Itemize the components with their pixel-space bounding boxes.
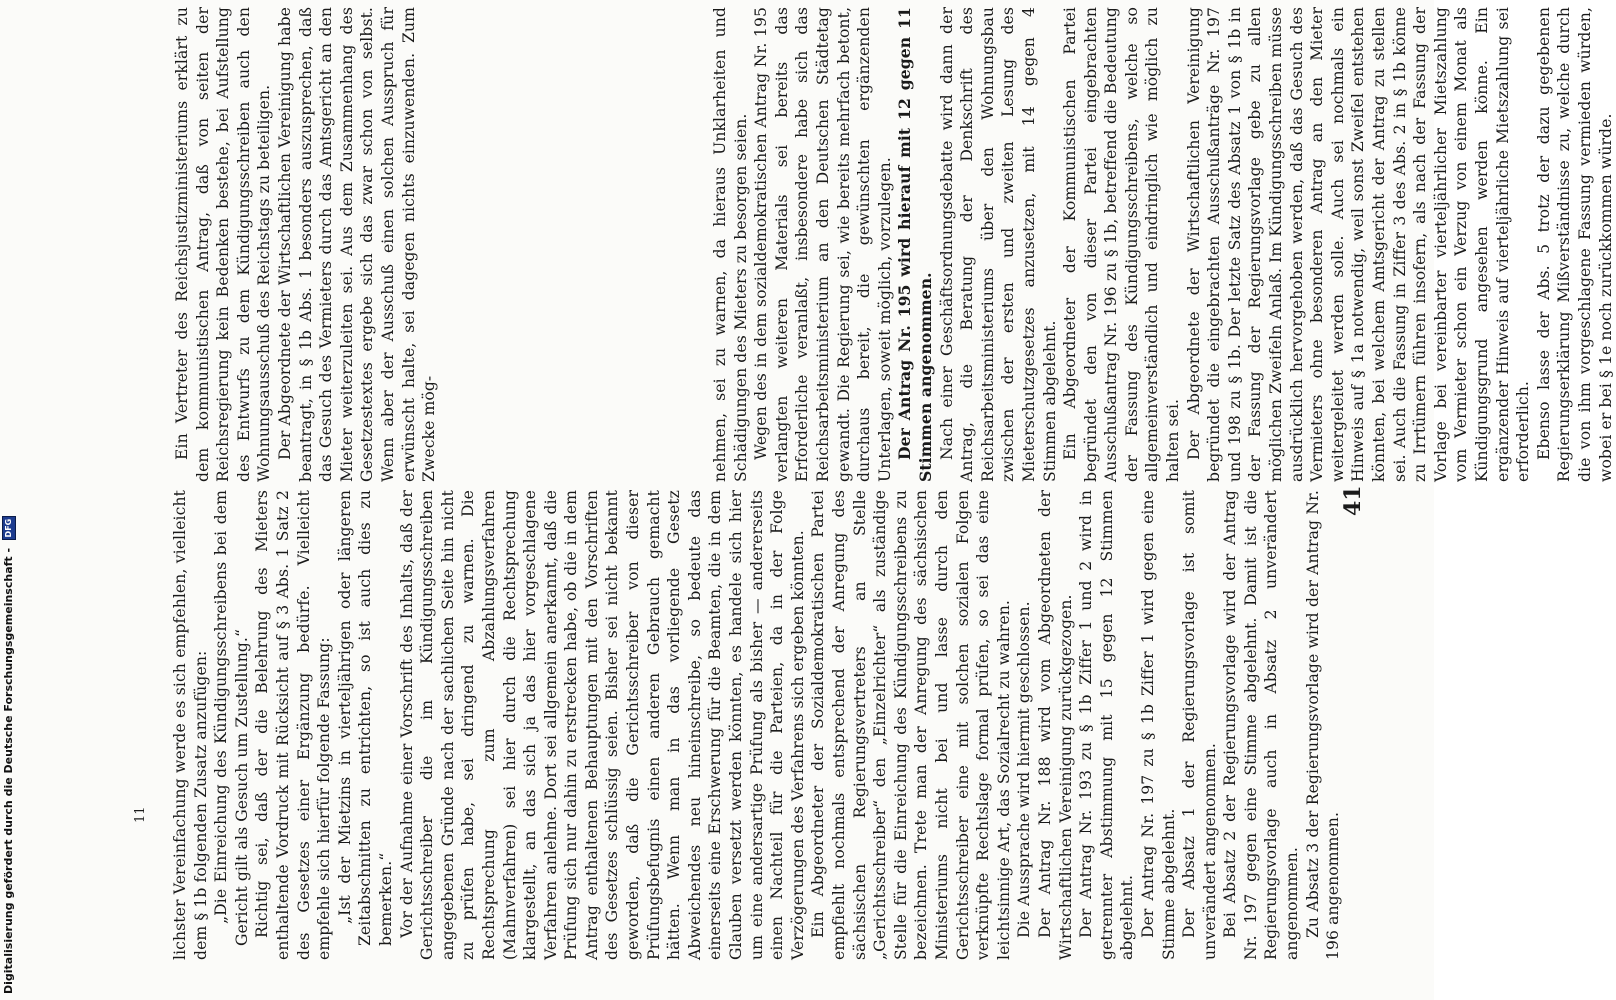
paragraph: Der Antrag Nr. 188 wird vom Abgeordneten der Wirtschaftlichen Vereinigung zurückgezogen. bbox=[1035, 490, 1075, 960]
paragraph: Der Antrag Nr. 193 zu § 1b Ziffer 1 und 2 wird in getrennter Abstimmung mit 15 gegen 12 Stimmen abgelehnt. bbox=[1077, 490, 1137, 960]
quote: „Die Einreichung des Kündigungsschreibens bei dem Gericht gilt als Gesuch um Zustellung.“ bbox=[212, 490, 251, 946]
paragraph: Ein Abgeordneter der Kommunistischen Partei begründet den von dieser Partei eingebrachten Ausschußantrag Nr. 196 zu § 1b, betreffend die Bedeutung der Fassung des Kündigungsschreibens, welche so allgemeinverständlich und eindringlich wie möglich zu halten sei. bbox=[1061, 7, 1183, 482]
paragraph: nehmen, sei zu warnen, da hieraus Unklarheiten und Schädigungen des Mieters zu besorgen seien. bbox=[711, 7, 750, 482]
paragraph: Der Abgeordnete der Wirtschaftlichen Vereinigung begründet die eingebrachten Ausschußanträge Nr. 197 und 198 zu § 1b. Der letzte Satz des Absatz 1 von § 1b in der Fassung der Regierungsvorlage gebe zu allen möglichen Zweifeln Anlaß. Im Kündigungsschreiben müsse ausdrücklich hervorgehoben werden, daß das Gesuch des Vermieters ohne besonderen Antrag an den Mieter weitergeleitet werden solle. Auch sei nochmals ein Hinweis auf § 1a notwendig, weil sonst Zweifel entstehen könnten, bei welchem Amtsgericht der Antrag zu stellen sei. Auch die Fassung in Ziffer 3 des Abs. 2 in § 1b könne zu Irrtümern führen insofern, als nach der Fassung der Vorlage bei vereinbarter vierteljährlicher Mietszahlung vom Vermieter schon ein Verzug von einem Monat als Kündigungsgrund angesehen werden könne. Ein ergänzender Hinweis auf vierteljährliche Mietszahlung sei erforderlich. bbox=[1184, 7, 1533, 482]
right-column bbox=[710, 7, 1615, 482]
paragraph: Nach einer Geschäftsordnungsdebatte wird dann der Antrag, die Beratung der Denkschrift des Reichsarbeitsministeriums über den Wohnungsbau zwischen der ersten und zweiten Lesung des Mieterschutzgesetzes anzusetzen, mit 14 gegen 4 Stimmen abgelehnt. bbox=[937, 7, 1059, 482]
paragraph: Richtig sei, daß der die Belehrung des Mieters enthaltende Vordruck mit Rücksicht auf § 3 Abs. 1 Satz 2 des Gesetzes einer Ergänzung bedürfe. Vielleicht empfehle sich hierfür folgende Fassung: bbox=[253, 490, 334, 960]
page-number: 41 bbox=[1340, 485, 1366, 516]
paragraph: Der Abgeordnete der Wirtschaftlichen Vereinigung habe beantragt, in § 1b Abs. 1 besonders auszusprechen, daß das Gesuch des Vermieters durch das Amtsgericht an den Mieter weiterzuleiten sei. Aus dem Zusammenhang des Gesetzestextes ergebe sich das zwar schon von selbst. Wenn aber der Ausschuß einen solchen Ausspruch für erwünscht halte, sei dagegen nichts einzuwenden. Zum Zwecke mög- bbox=[275, 7, 439, 482]
paragraph: Ein Abgeordneter der Sozialdemokratischen Partei empfiehlt nochmals entsprechend der Anregung des sächsischen Regierungsvertreters an Stelle „Gerichtsschreiber“ den „Einzelrichter“ als zuständige Stelle für die Einreichung des Kündigungsschreibens zu bezeichnen. Trete man der Anregung des sächsischen Ministeriums nicht bei und lasse durch den Gerichtsschreiber eine mit solchen sozialen Folgen verknüpfte Rechtslage formal prüfen, so sei das eine leichtsinnige Art, das Sozialrecht zu wahren. bbox=[809, 490, 1013, 960]
paragraph: Die Aussprache wird hiermit geschlossen. bbox=[1015, 601, 1034, 938]
right-column-lower bbox=[170, 490, 1343, 960]
paragraph: Zu Absatz 3 der Regierungsvorlage wird der Antrag Nr. 196 angenommen. bbox=[1303, 490, 1343, 960]
paragraph: Der Antrag Nr. 195 wird hierauf mit 12 gegen 11 Stimmen angenommen. bbox=[895, 7, 935, 482]
quote: „Ist der Mietzins in vierteljährigen oder längeren Zeitabschnitten zu entrichten, so ist auch dies zu bemerken.“ bbox=[335, 490, 395, 946]
dfg-logo: DFG bbox=[2, 516, 16, 540]
paragraph: Ebenso lasse der Abs. 5 trotz der dazu gegebenen Regierungserklärung Mißverständnisse zu, welche durch die von ihm vorgeschlagene Fassung vermieden würden, wobei er bei § 1e noch zurückkommen würde. bbox=[1534, 7, 1615, 482]
paragraph: Wegen des in dem sozialdemokratischen Antrag Nr. 195 verlangten weiteren Materials sei bereits das Erforderliche veranlaßt, insbesondere habe sich das Reichsarbeitsministerium an den Deutschen Städtetag gewandt. Die Regierung sei, wie bereits mehrfach betont, durchaus bereit, die gewünschten ergänzenden Unterlagen, soweit möglich, vorzulegen. bbox=[752, 7, 894, 482]
paragraph: Bei Absatz 2 der Regierungsvorlage wird der Antrag Nr. 197 gegen eine Stimme abgelehnt. Damit ist die Regierungsvorlage auch in Absatz 2 unverändert angenommen. bbox=[1221, 490, 1302, 960]
side-page-number: 11 bbox=[133, 806, 148, 823]
credit-text: Digitalisierung gefördert durch die Deutsche Forschungsgemeinschaft - bbox=[2, 547, 15, 994]
paragraph: Vor der Aufnahme einer Vorschrift des Inhalts, daß der Gerichtsschreiber die im Kündigungsschreiben angegebenen Gründe nach der sachlichen Seite hin nicht zu prüfen habe, sei dringend zu warnen. Die Rechtsprechung zum Abzahlungsverfahren (Mahnverfahren) sei hier durch die Rechtsprechung klargestellt, an das sich ja das hier vorgeschlagene Verfahren anlehne. Dort sei allgemein anerkannt, daß die Prüfung sich nur dahin zu erstrecken habe, ob die in dem Antrag enthaltenen Behauptungen mit den Vorschriften des Gesetzes schlüssig seien. Bisher sei nicht bekannt geworden, daß die Gerichtsschreiber von dieser Prüfungsbefugnis einen anderen Gebrauch gemacht hätten. Wenn man in das vorliegende Gesetz Abweichendes neu hineinschreibe, so bedeute das einerseits eine Erschwerung für die Beamten, die in dem Glauben versetzt werden könnten, es handele sich hier um eine andersartige Prüfung als bisher — andererseits einen Nachteil für die Parteien, da in der Folge Verzögerungen des Verfahrens sich ergeben könnten. bbox=[397, 490, 807, 960]
paragraph: Der Antrag Nr. 197 zu § 1b Ziffer 1 wird gegen eine Stimme abgelehnt. bbox=[1138, 490, 1178, 960]
left-column-tail bbox=[172, 7, 439, 482]
paragraph: Der Absatz 1 der Regierungsvorlage ist somit unverändert angenommen. bbox=[1180, 490, 1219, 960]
paragraph: Ein Vertreter des Reichsjustizministeriums erklärt zu dem kommunistischen Antrag, daß von seiten der Reichsregierung kein Bedenken bestehe, bei Aufstellung des Entwurfs zu dem Kündigungsschreiben auch den Wohnungsausschuß des Reichstags zu beteiligen. bbox=[173, 7, 274, 482]
paragraph: lichster Vereinfachung werde es sich empfehlen, vielleicht dem § 1b folgenden Zusatz anzufügen: bbox=[171, 490, 210, 960]
digitization-credit bbox=[2, 516, 16, 994]
